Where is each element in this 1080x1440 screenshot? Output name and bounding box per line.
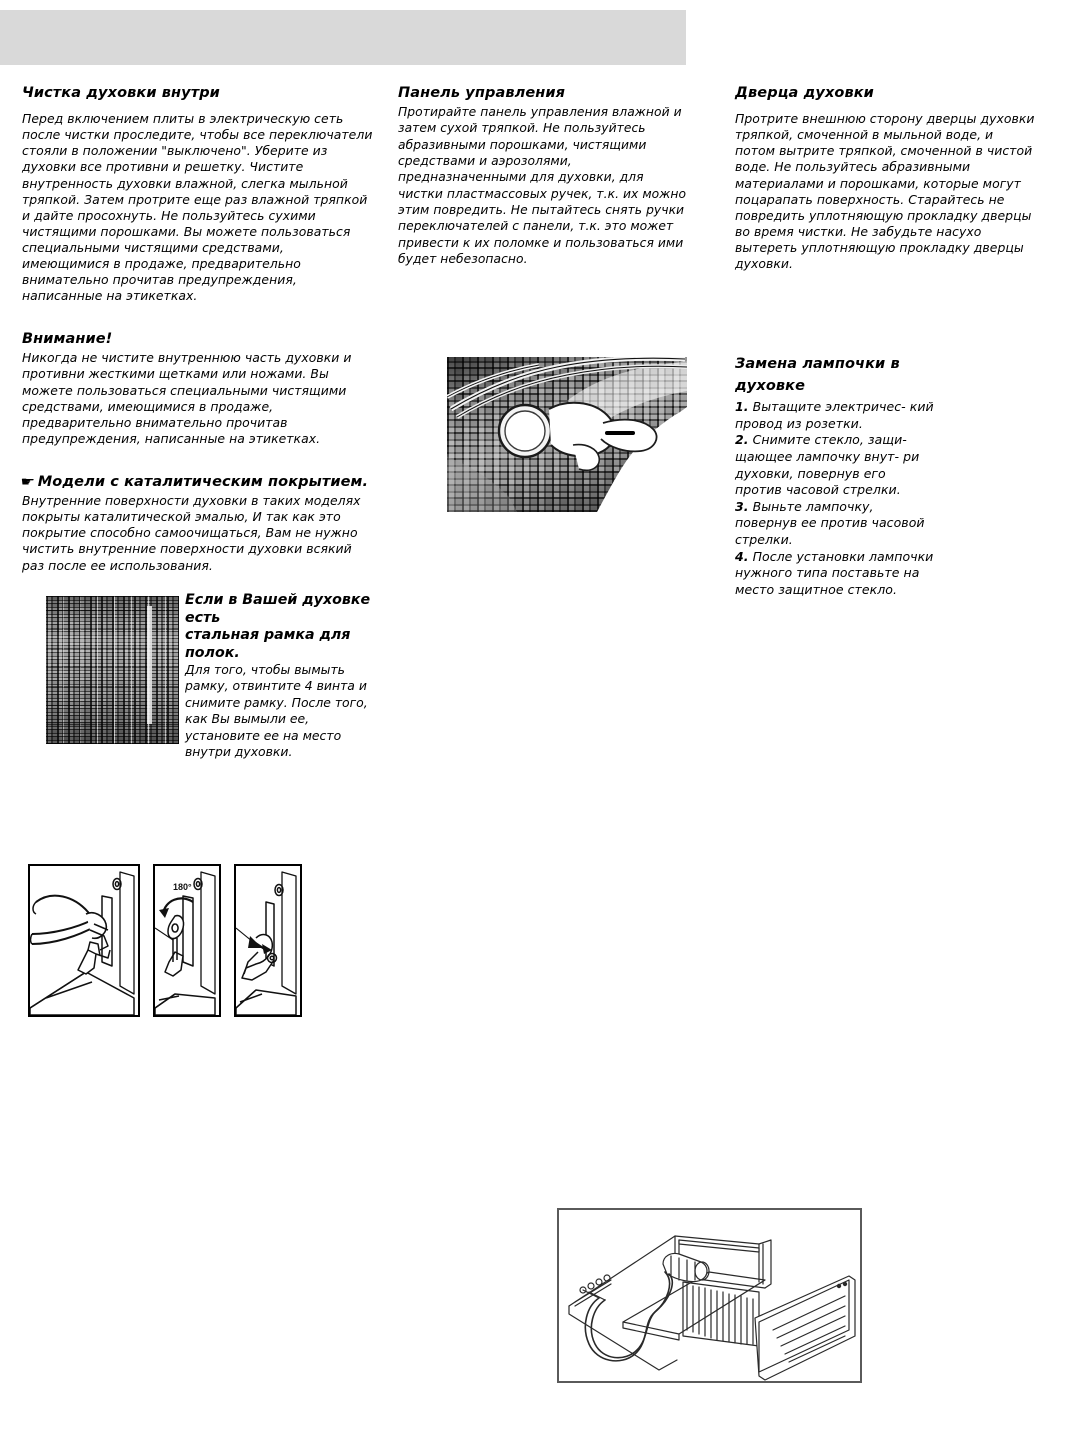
paragraph-oven-interior-cleaning: Перед включением плиты в электрическую сеть после чистки проследите, чтобы все переключатели стояли в положении "выключено". Уберите из духовки все противни и решетку. Чистите внутренность духовки влажной, слегка мыльной тряпкой. Затем протрите еще раз влажной тряпкой и дайте просохнуть. Не пользуйтесь сухими чистящими порошками. Вы можете пользоваться специальными чистящими средствами, имеющимися в продаже, предварительно внимательно прочитав предупреждения, написанные на этикетках.: [22, 111, 373, 304]
spacer: [22, 447, 374, 473]
paragraph-oven-door: Протрите внешнюю сторону дверцы духовки тряпкой, смоченной в мыльной воде, и потом вытрите тряпкой, смоченной в чистой воде. Не пользуйтесь абразивными материалами и порошками, которые могут поцарапать поверхность. Старайтесь не повредить уплотняющую прокладку дверцы во время чистки. Не забудьте насухо вытереть уплотняющую прокладку дверцы духовки.: [735, 111, 1035, 271]
column-two: [398, 84, 688, 267]
paragraph-shelf-frame: Для того, чтобы вымыть рамку, отвинтите 4 винта и снимите рамку. После того, как Вы вымыли ее, установите ее на место внутри духовки.: [185, 662, 368, 760]
paragraph-catalytic-models: Внутренние поверхности духовки в таких моделях покрыты каталитической эмалью, И так как это покрытие способно самоочищаться, Вам не нужно чистить внутренние поверхности духовки всякий раз после ее использования.: [22, 493, 361, 573]
heading-catalytic-models: [22, 473, 374, 491]
shelf-frame-block: [22, 592, 374, 760]
panel-rotate-180-drawing: [155, 866, 219, 1015]
lamp-step: [735, 399, 935, 432]
heading-oven-door: Дверца духовки: [735, 85, 874, 101]
lamp-step-number: 2.: [735, 432, 749, 448]
oven-interior-drawing: [559, 1210, 860, 1381]
lamp-step-text: После установки лампочки нужного типа поставьте на место защитное стекло.: [735, 548, 934, 597]
shelf-frame-photo: [46, 596, 179, 744]
panel-pliers-grip-drawing: [30, 866, 138, 1015]
heading-lamp-replacement-line1: Замена лампочки в: [735, 356, 900, 372]
pointing-hand-icon: ☛: [20, 474, 36, 490]
lamp-step: [735, 549, 935, 599]
heading-warning: Внимание!: [22, 331, 113, 348]
photo-highlight-strip: [147, 606, 152, 724]
lamp-step-number: 1.: [735, 399, 749, 415]
lamp-step-text: Выньте лампочку, повернув ее против часовой стрелки.: [735, 498, 925, 547]
lamp-step-text: Вытащите электричес- кий провод из розетки.: [735, 399, 934, 431]
oven-interior-heating-element-diagram: [557, 1208, 862, 1383]
heading-control-panel: Панель управления: [398, 85, 566, 101]
lamp-step-text: Снимите стекло, защи- щающее лампочку внут- ри духовки, повернув его против часовой стрелки.: [735, 432, 920, 498]
lamp-step: [735, 499, 935, 549]
panel-pliers-grip: [28, 864, 140, 1017]
shelf-frame-removal-sequence: [28, 864, 302, 1017]
lamp-step-number: 3.: [735, 498, 749, 514]
column-three: [735, 84, 1035, 272]
paragraph-control-panel: Протирайте панель управления влажной и затем сухой тряпкой. Не пользуйтесь абразивными порошками, чистящими средствами и аэрозолями, предназначенными для духовки, для чистки пластмассовых ручек, т.к. их можно этим повредить. Не пытайтесь снять ручки переключателей с панели, т.к. это может привести к их поломке и пользоваться ими будет небезопасно.: [398, 105, 687, 266]
panel-rotate-180-label: 180°: [173, 882, 192, 892]
heading-catalytic-models-label: Модели с каталитическим покрытием.: [37, 473, 369, 490]
column-three-lamp-section: [735, 355, 935, 598]
oven-lamp-hand-photo-overlay: [447, 357, 687, 512]
heading-lamp-replacement-line2: духовке: [735, 378, 806, 395]
oven-lamp-hand-photo: [447, 357, 687, 512]
heading-shelf-frame-line2: стальная рамка для полок.: [185, 627, 351, 661]
lamp-step: [735, 432, 935, 498]
spacer: [22, 304, 374, 330]
header-band: [0, 10, 686, 65]
panel-rotate-180: [153, 864, 221, 1017]
heading-shelf-frame-line1: Если в Вашей духовке есть: [185, 592, 371, 626]
heading-oven-interior-cleaning: Чистка духовки внутри: [22, 85, 220, 101]
paragraph-warning: Никогда не чистите внутреннюю часть духовки и противни жесткими щетками или ножами. Вы можете пользоваться специальными чистящими средствами, имеющимися в продаже, предварительно внимательно прочитав предупреждения, написанные на этикетках.: [22, 350, 352, 446]
panel-release-clip: [234, 864, 302, 1017]
lamp-step-number: 4.: [735, 548, 749, 564]
column-one: [22, 84, 374, 574]
panel-release-clip-drawing: [236, 866, 300, 1015]
